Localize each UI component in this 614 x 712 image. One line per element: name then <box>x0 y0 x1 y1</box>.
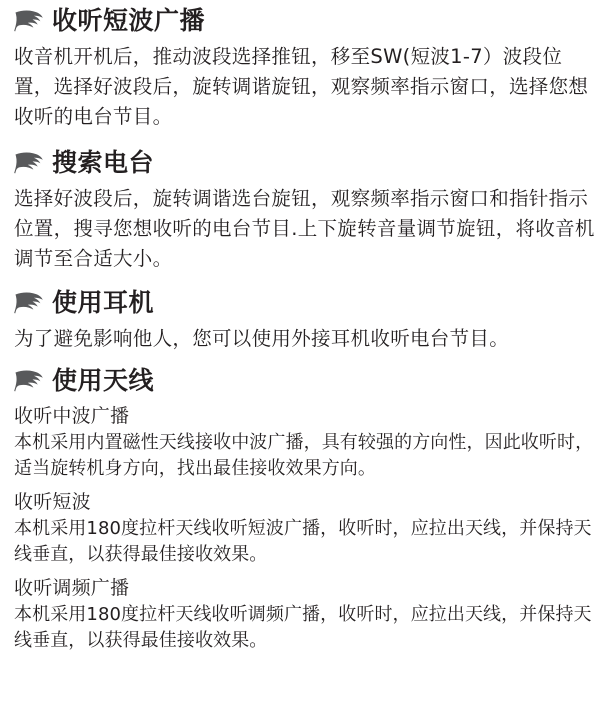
section-heading-search-station <box>14 148 600 178</box>
subsection-body-sw: 本机采用180度拉杆天线收听短波广播，收听时，应拉出天线，并保持天线垂直，以获得最佳接收效果。 <box>14 518 592 565</box>
leaf-bullet-icon <box>14 368 44 394</box>
section-body: 收音机开机后，推动波段选择推钮，移至SW(短波1-7）波段位置，选择好波段后，旋转调谐旋钮，观察频率指示窗口，选择您想收听的电台节目。 <box>14 45 589 128</box>
section-heading-use-antenna <box>14 366 600 396</box>
section-body: 选择好波段后，旋转调谐选台旋钮，观察频率指示窗口和指针指示位置，搜寻您想收听的电台节目.上下旋转音量调节旋钮，将收音机调节至合适大小。 <box>14 187 595 270</box>
section-heading-use-earphone <box>14 288 600 318</box>
section-title: 收听短波广播 <box>52 6 206 35</box>
subsection-title-mw: 收听中波广播 <box>14 405 130 427</box>
spacer <box>14 274 600 288</box>
spacer <box>14 132 600 148</box>
section-title: 搜索电台 <box>52 148 155 177</box>
subsection-title-fm: 收听调频广播 <box>14 577 130 599</box>
subsection-title-sw: 收听短波 <box>14 491 91 513</box>
leaf-bullet-icon <box>14 150 44 176</box>
section-title: 使用耳机 <box>52 288 155 317</box>
leaf-bullet-icon <box>14 290 44 316</box>
leaf-bullet-icon <box>14 8 44 34</box>
section-heading-shortwave-listening <box>14 6 600 36</box>
section-title: 使用天线 <box>52 366 155 395</box>
spacer <box>14 354 600 366</box>
subsection-body-mw: 本机采用内置磁性天线接收中波广播，具有较强的方向性，因此收听时，适当旋转机身方向，找出最佳接收效果方向。 <box>14 432 594 479</box>
subsection-body-fm: 本机采用180度拉杆天线收听调频广播，收听时，应拉出天线，并保持天线垂直，以获得最佳接收效果。 <box>14 604 592 651</box>
section-body: 为了避免影响他人，您可以使用外接耳机收听电台节目。 <box>14 327 510 350</box>
